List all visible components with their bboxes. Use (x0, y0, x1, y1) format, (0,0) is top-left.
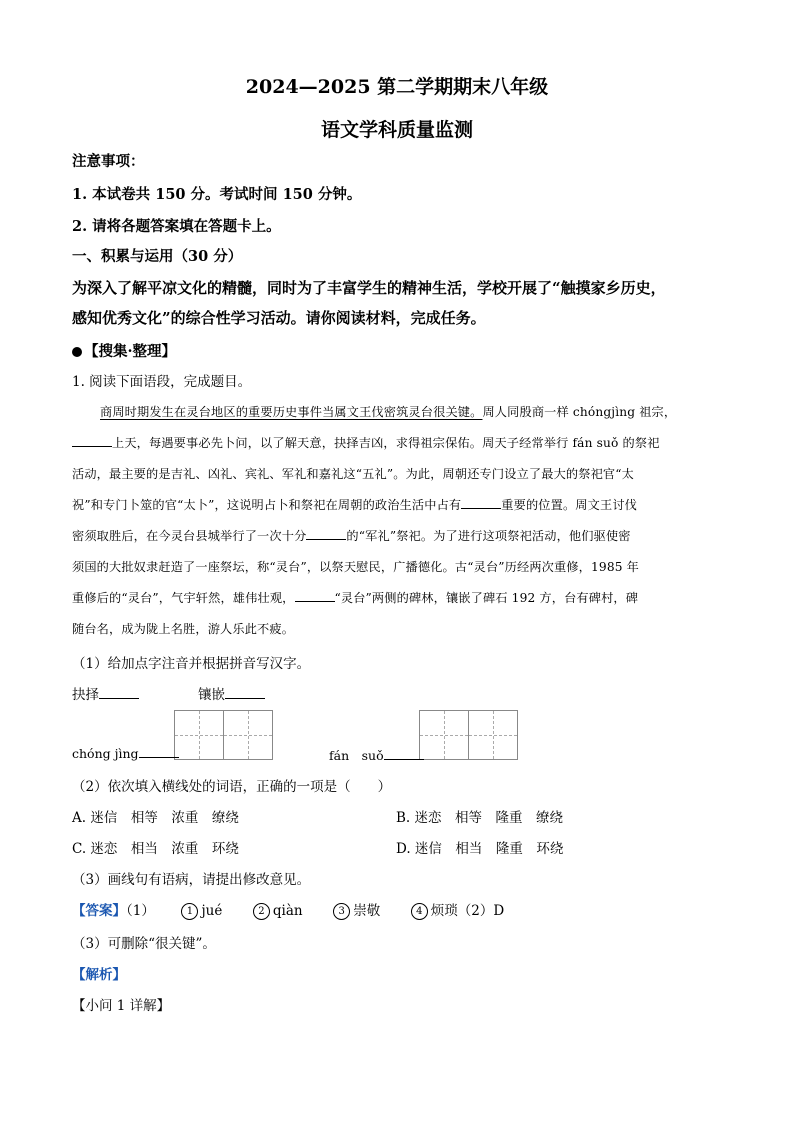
detail-label: 【小问 1 详解】 (72, 998, 171, 1014)
sub-question-1: （1）给加点字注音并根据拼音写汉字。 (72, 656, 311, 672)
passage-line-8: 随台名，成为陇上名胜，游人乐此不疲。 (72, 622, 295, 636)
answer-line-2: （3）可删除“很关键”。 (72, 936, 216, 952)
option-b: B. 迷恋 相等 隆重 缭绕 (396, 810, 564, 826)
grid-cell (469, 711, 517, 759)
pinyin-chongjing: chóng jìng (72, 746, 139, 761)
underlined-sentence: 商周时期发生在灵台地区的重要历史事件当属文王伐密筑灵台很关键。 (100, 405, 483, 419)
pinyin-fansuo: fán suǒ (329, 748, 384, 763)
notice-heading: 注意事项： (72, 153, 145, 170)
passage-text: 重修后的“灵台”，气宇轩然，雄伟壮观， (72, 591, 295, 605)
passage-text: 的“军礼”祭祀。为了进行这项祭祀活动，他们驱使密 (346, 529, 631, 543)
passage-text: “灵台”两侧的碑林，镶嵌了碑石 192 方，台有碑村，碑 (334, 591, 639, 605)
blank-1 (461, 508, 501, 509)
answer-label: 【答案】 (72, 903, 126, 919)
answer-text: 烦琐（2）D (430, 903, 505, 919)
circled-number-2: 2 (253, 903, 270, 920)
passage-line-5 (72, 527, 631, 544)
grid-cell (420, 711, 469, 759)
page-subtitle: 语文学科质量监测 (320, 119, 473, 141)
blank-fansuo-answer (384, 759, 424, 760)
page-title: 2024—2025 第二学期期末八年级 (245, 76, 549, 98)
grid-cell (224, 711, 272, 759)
blank-chongjing (72, 446, 112, 447)
blank-chongjing-answer (139, 757, 179, 758)
passage-text: 重要的位置。周文王讨伐 (501, 498, 637, 512)
grid-cell (175, 711, 224, 759)
xiangqian-item (198, 683, 265, 703)
option-a: A. 迷信 相等 浓重 缭绕 (72, 810, 239, 826)
bullet-icon (72, 347, 82, 357)
writing-grid-chongjing (174, 710, 273, 760)
passage-line-1 (100, 403, 676, 420)
word-xiangqian: 镶嵌 (198, 687, 225, 703)
subhead-text: 【搜集·整理】 (84, 343, 177, 360)
blank-jueze (99, 698, 139, 699)
analysis-label: 【解析】 (72, 967, 126, 983)
passage-text: 密须取胜后，在今灵台县城举行了一次十分 (72, 529, 307, 543)
fansuo-item (329, 746, 424, 764)
writing-grid-fansuo (419, 710, 518, 760)
option-c: C. 迷恋 相当 浓重 环绕 (72, 841, 239, 857)
passage-text: 祝”和专门卜筮的官“太卜”，这说明占卜和祭祀在周朝的政治生活中占有 (72, 498, 462, 512)
question-1: 1. 阅读下面语段，完成题目。 (72, 374, 252, 390)
circled-number-3: 3 (333, 903, 350, 920)
passage-line-2 (72, 434, 660, 451)
circled-number-1: 1 (181, 903, 198, 920)
notice-item-1: 1. 本试卷共 150 分。考试时间 150 分钟。 (72, 186, 362, 203)
passage-line-3: 活动，最主要的是吉礼、凶礼、宾礼、军礼和嘉礼这“五礼”。为此，周朝还专门设立了最大的祭祀官“太 (72, 467, 634, 481)
jueze-item (72, 683, 139, 703)
answer-text: jué (201, 903, 223, 919)
notice-item-2: 2. 请将各题答案填在答题卡上。 (72, 218, 281, 235)
passage-line-7 (72, 589, 638, 606)
passage-line-6: 须国的大批奴隶赶造了一座祭坛，称“灵台”，以祭天慰民，广播德化。古“灵台”历经两次重修，1985 年 (72, 560, 639, 574)
answer-text: 崇敬 (353, 903, 381, 919)
blank-3 (295, 601, 335, 602)
blank-2 (306, 539, 346, 540)
answer-line (72, 899, 504, 920)
section-heading: 一、积累与运用（30 分） (72, 248, 243, 265)
word-jueze: 抉择 (72, 687, 99, 703)
option-d: D. 迷信 相当 隆重 环绕 (396, 841, 564, 857)
chongjing-item (72, 746, 179, 761)
subhead-collect (72, 340, 176, 361)
answer-text: （1） (126, 903, 155, 919)
intro-line-1: 为深入了解平凉文化的精髓，同时为了丰富学生的精神生活，学校开展了“触摸家乡历史， (72, 279, 666, 297)
passage-text: 上天，每遇要事必先卜问，以了解天意，抉择吉凶，求得祖宗保佑。周天子经常举行 fán suǒ 的祭祀 (112, 436, 660, 450)
passage-line-4 (72, 496, 637, 513)
sub-question-2: （2）依次填入横线处的词语，正确的一项是（ ） (72, 779, 392, 795)
passage-text: 周人同殷商一样 chóngjìng 祖宗， (482, 405, 677, 419)
intro-line-2: 感知优秀文化”的综合性学习活动。请你阅读材料，完成任务。 (72, 309, 486, 327)
circled-number-4: 4 (411, 903, 428, 920)
answer-text: qiàn (272, 903, 303, 919)
blank-xiangqian (225, 698, 265, 699)
sub-question-3: （3）画线句有语病，请提出修改意见。 (72, 872, 311, 888)
